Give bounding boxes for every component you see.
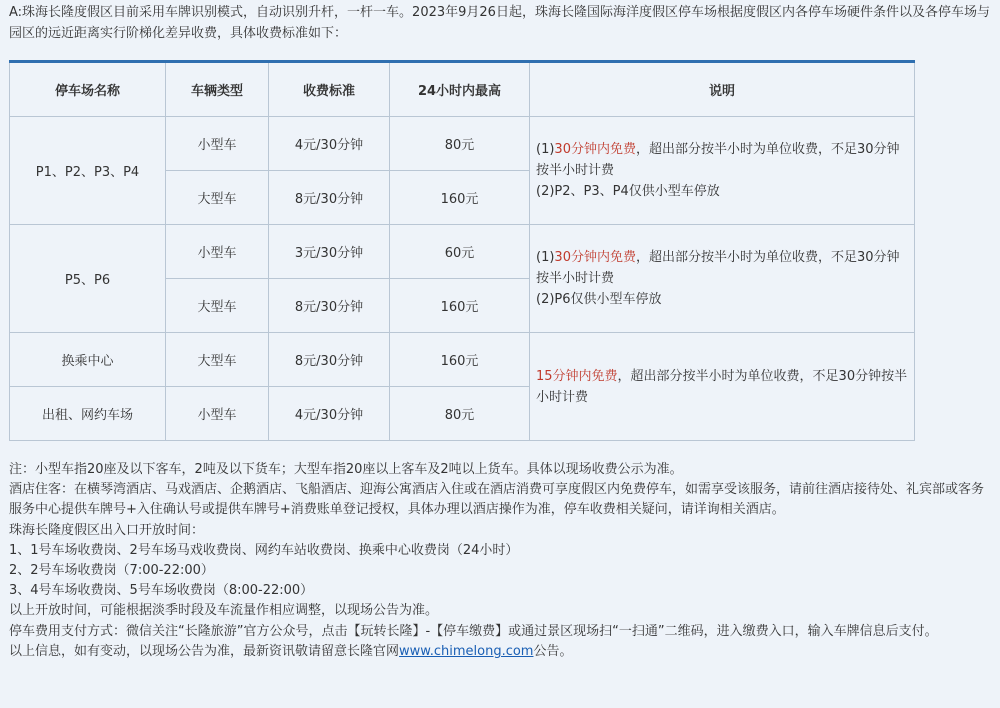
note-text: ，超出部分按半小时为单位收费，不足30分钟按半小时计费 [536,142,900,178]
opening-hours-item: 3、4号车场收费岗、5号车场收费岗（8:00-22:00） [9,583,314,599]
note-prefix: (1) [536,142,555,157]
table-row [10,225,915,279]
opening-hours-title: 珠海长隆度假区出入口开放时间： [9,522,205,538]
max-fee-cell: 160元 [390,279,530,333]
lot-name-cell: 换乘中心 [10,333,166,387]
free-period-highlight: 30分钟内免费 [554,250,636,265]
vehicle-type-cell: 小型车 [166,225,269,279]
max-fee-cell: 60元 [390,225,530,279]
free-period-highlight: 15分钟内免费 [536,368,618,384]
note-line-2: (2)P2、P3、P4仅供小型车停放 [536,184,720,199]
header-24h-max: 24小时内最高 [390,62,530,117]
lot-name-cell: 出租、网约车场 [10,387,166,441]
note-prefix: (1) [536,250,555,265]
lot-name-cell: P1、P2、P3、P4 [10,117,166,225]
vehicle-type-cell: 大型车 [166,279,269,333]
fee-cell: 4元/30分钟 [269,117,390,171]
final-note-suffix: 公告。 [533,643,573,659]
opening-hours-item: 2、2号车场收费岗（7:00-22:00） [9,563,214,579]
fee-cell: 8元/30分钟 [269,333,390,387]
fee-cell: 8元/30分钟 [269,171,390,225]
hotel-guest-note: 酒店住客：在横琴湾酒店、马戏酒店、企鹅酒店、飞船酒店、迎海公寓酒店入住或在酒店消费可享度假区内免费停车，如需享受该服务，请前往酒店接待处、礼宾部或客务服务中心提供车牌号+入住确认号或提供车牌号+消费账单登记授权，具体办理以酒店操作为准，停车收费相关疑问，请详询相关酒店。 [9,482,985,518]
final-note-text: 以上信息，如有变动，以现场公告为准，最新资讯敬请留意长隆官网 [9,643,400,659]
max-fee-cell: 160元 [390,333,530,387]
table-header-row [10,62,915,117]
fee-cell: 8元/30分钟 [269,279,390,333]
opening-hours-item: 1、1号车场收费岗、2号车场马戏收费岗、网约车站收费岗、换乘中心收费岗（24小时） [9,542,519,558]
header-vehicle-type: 车辆类型 [166,62,269,117]
notes-section [9,460,994,662]
description-cell [530,225,915,333]
header-description: 说明 [530,62,915,117]
table-row [10,117,915,171]
vehicle-type-cell: 小型车 [166,117,269,171]
final-note [9,642,994,662]
fee-cell: 4元/30分钟 [269,387,390,441]
vehicle-definition-note: 注：小型车指20座及以下客车，2吨及以下货车；大型车指20座以上客车及2吨以上货车。具体以现场收费公示为准。 [9,462,683,477]
note-line-2: (2)P6仅供小型车停放 [536,292,662,307]
official-site-link[interactable]: www.chimelong.com [399,643,534,659]
hours-adjust-note: 以上开放时间，可能根据淡季时段及车流量作相应调整，以现场公告为准。 [9,603,439,619]
lot-name-cell: P5、P6 [10,225,166,333]
payment-method-note: 停车费用支付方式：微信关注“长隆旅游”官方公众号，点击【玩转长隆】-【停车缴费】或通过景区现场扫“一扫通”二维码，进入缴费入口，输入车牌信息后支付。 [9,623,938,639]
vehicle-type-cell: 小型车 [166,387,269,441]
note-text: ，超出部分按半小时为单位收费，不足30分钟按半小时计费 [536,250,900,286]
max-fee-cell: 160元 [390,171,530,225]
vehicle-type-cell: 大型车 [166,333,269,387]
note-text: ，超出部分按半小时为单位收费，不足30分钟按半小时计费 [536,368,908,405]
header-fee-standard: 收费标准 [269,62,390,117]
max-fee-cell: 80元 [390,387,530,441]
max-fee-cell: 80元 [390,117,530,171]
free-period-highlight: 30分钟内免费 [554,142,636,157]
parking-fee-table [9,60,915,441]
vehicle-type-cell: 大型车 [166,171,269,225]
fee-cell: 3元/30分钟 [269,225,390,279]
header-lot-name: 停车场名称 [10,62,166,117]
intro-paragraph: A:珠海长隆度假区目前采用车牌识别模式，自动识别升杆，一杆一车。2023年9月26日起，珠海长隆国际海洋度假区停车场根据度假区内各停车场硬件条件以及各停车场与园区的远近距离实行阶梯化差异收费，具体收费标准如下： [9,5,990,41]
table-row [10,333,915,387]
description-cell [530,117,915,225]
description-cell [530,333,915,441]
